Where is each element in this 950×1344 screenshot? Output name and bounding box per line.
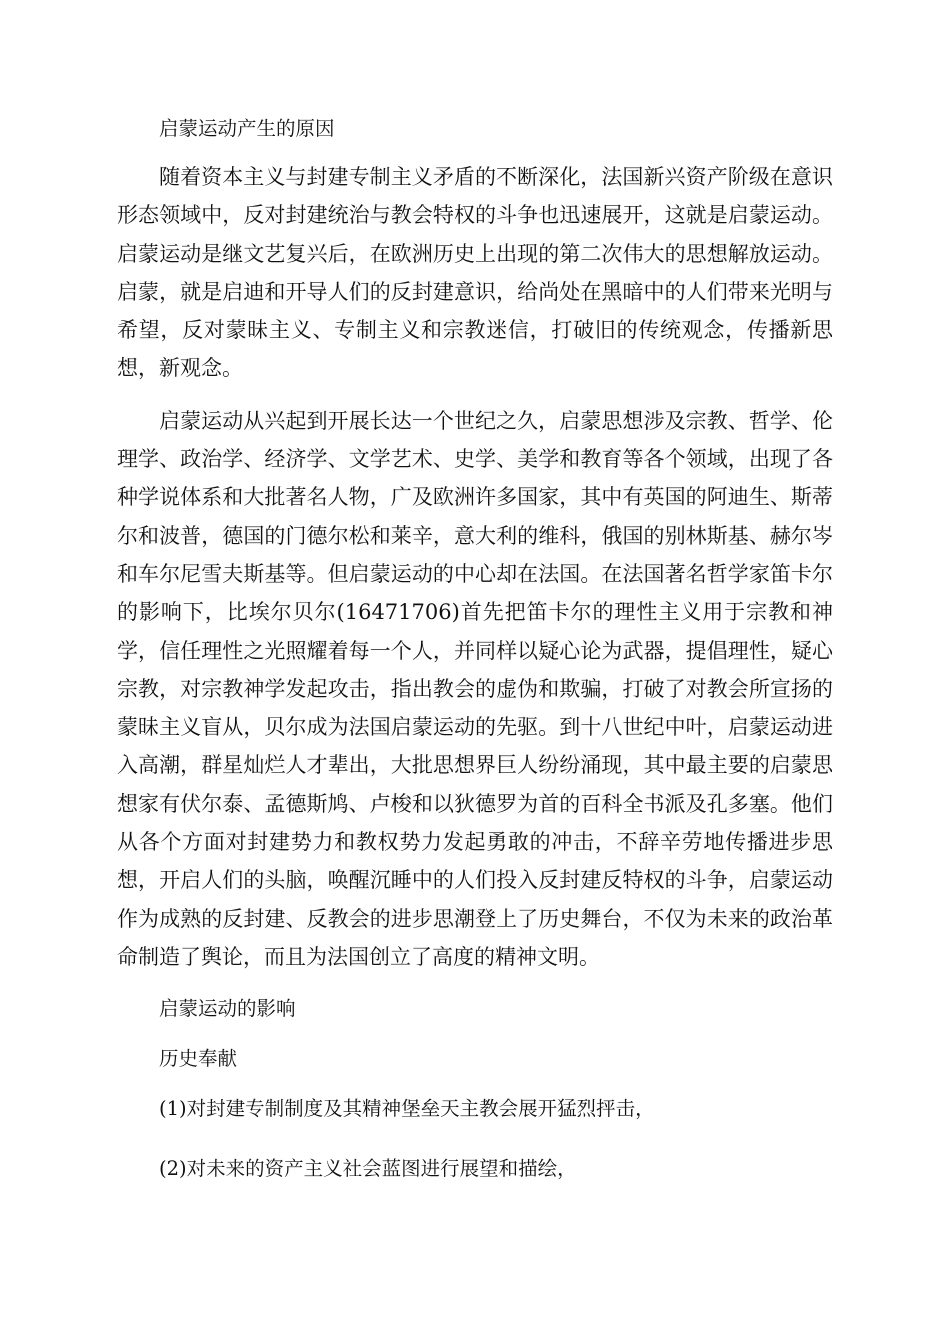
subheading-historical-contribution: 历史奉献 [159, 1047, 238, 1071]
section-heading-influence: 启蒙运动的影响 [159, 997, 296, 1021]
section-heading-causes: 启蒙运动产生的原因 [159, 117, 335, 140]
paragraph-enlightenment-history: 启蒙运动从兴起到开展长达一个世纪之久，启蒙思想涉及宗教、哲学、伦理学、政治学、经济学、文学艺术、史学、美学和教育等各个领域，出现了各种学说体系和大批著名人物，广及欧洲许多国家，其中有英国的阿迪生、斯蒂尔和波普，德国的门德尔松和莱辛，意大利的维科，俄国的别林斯基、赫尔岑和车尔尼雪夫斯基等。但启蒙运动的中心却在法国。在法国著名哲学家笛卡尔的影响下，比埃尔贝尔(16471706)首先把笛卡尔的理性主义用于宗教和神学，信任理性之光照耀着每一个人，并同样以疑心论为武器，提倡理性，疑心宗教，对宗教神学发起攻击，指出教会的虚伪和欺骗，打破了对教会所宣扬的蒙昧主义盲从，贝尔成为法国启蒙运动的先驱。到十八世纪中叶，启蒙运动进入高潮，群星灿烂人才辈出，大批思想界巨人纷纷涌现，其中最主要的启蒙思想家有伏尔泰、孟德斯鸠、卢梭和以狄德罗为首的百科全书派及孔多塞。他们从各个方面对封建势力和教权势力发起勇敢的冲击，不辞辛劳地传播进步思想，开启人们的头脑，唤醒沉睡中的人们投入反封建反特权的斗争，启蒙运动作为成熟的反封建、反教会的进步思潮登上了历史舞台，不仅为未来的政治革命制造了舆论，而且为法国创立了高度的精神文明。 [117, 408, 833, 969]
list-item: (2)对未来的资产主义社会蓝图进行展望和描绘， [159, 1157, 577, 1181]
list-item: (1)对封建专制制度及其精神堡垒天主教会展开猛烈抨击， [159, 1097, 655, 1121]
document-page [117, 110, 833, 1210]
paragraph-enlightenment-definition: 随着资本主义与封建专制主义矛盾的不断深化，法国新兴资产阶级在意识形态领域中，反对封建统治与教会特权的斗争也迅速展开，这就是启蒙运动。启蒙运动是继文艺复兴后，在欧洲历史上出现的第二次伟大的思想解放运动。启蒙，就是启迪和开导人们的反封建意识，给尚处在黑暗中的人们带来光明与希望，反对蒙昧主义、专制主义和宗教迷信，打破旧的传统观念，传播新思想，新观念。 [117, 165, 833, 381]
